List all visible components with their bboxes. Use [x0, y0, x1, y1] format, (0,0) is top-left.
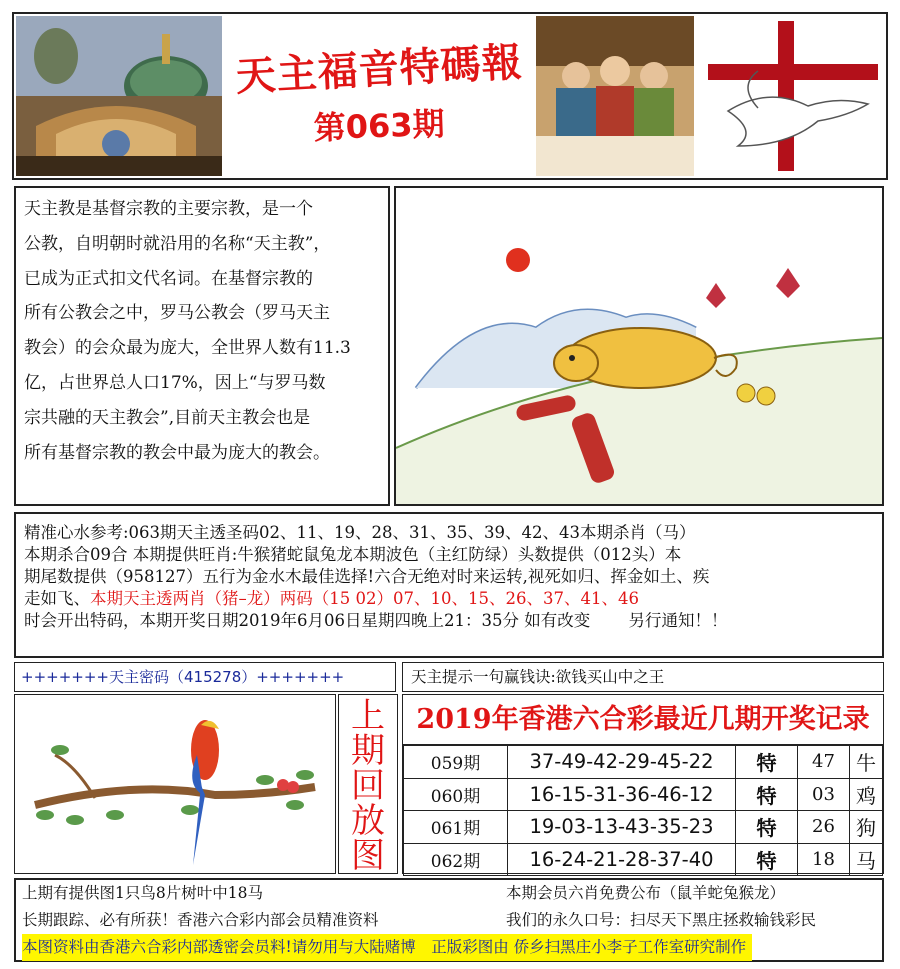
- page-title: 天主福音特碼報: [234, 39, 524, 101]
- period-cell: 060期: [404, 778, 508, 811]
- period-cell: 059期: [404, 746, 508, 779]
- footer-line: [16, 907, 882, 934]
- te-cell: 特: [736, 843, 798, 876]
- numbers-cell: 19-03-13-43-35-23: [508, 811, 736, 844]
- rat-scene-image: [394, 186, 884, 506]
- review-char: 回: [351, 766, 385, 806]
- lottery-results-table: [402, 694, 884, 874]
- special-cell: 47: [798, 746, 850, 779]
- disclaimer-banner: 本图资料由香港六合彩内部透密会员料!请勿用与大陆赌博 正版彩图由 侨乡扫黑庄小李子工作室研究制作: [22, 934, 752, 961]
- period-cell: 061期: [404, 811, 508, 844]
- table-row: [404, 778, 883, 811]
- table-row: [404, 843, 883, 876]
- secret-code: +++++++天主密码（415278）+++++++: [14, 662, 396, 692]
- intro-panel: [14, 186, 390, 506]
- notes-line-part: 走如飞、: [24, 589, 90, 608]
- special-cell: 18: [798, 843, 850, 876]
- footer-left-text: 上期有提供图1只鸟8片树叶中18马: [22, 884, 263, 902]
- footer: [14, 878, 884, 962]
- te-cell: 特: [736, 746, 798, 779]
- results-section: [14, 662, 884, 874]
- intro-line: 公教，自明朝时就沿用的名称“天主教”，: [24, 233, 331, 254]
- intro-line: 亿，占世界总人口17%，因上“与罗马数: [24, 372, 326, 393]
- intro-line: 教会）的会众最为庞大，全世界人数有11.3: [24, 338, 351, 359]
- footer-left-text: 长期跟踪、必有所获！香港六合彩内部会员精准资料: [22, 911, 379, 929]
- notes-line: [16, 588, 882, 610]
- parrot-image: [14, 694, 336, 874]
- notes-line: 时会开出特码，本期开奖日期2019年6月06日星期四晚上21：35分 如有改变 另行通知！！: [24, 611, 728, 630]
- special-cell: 03: [798, 778, 850, 811]
- intro-line: 所有公教会之中，罗马公教会（罗马天主: [24, 303, 330, 324]
- intro-line: 宗共融的天主教会”,目前天主教会也是: [24, 407, 311, 428]
- period-cell: 062期: [404, 843, 508, 876]
- te-cell: 特: [736, 811, 798, 844]
- intro-line: 天主教是基督宗教的主要宗教，是一个: [24, 199, 313, 219]
- notes-line: 本期杀合09合 本期提供旺肖:牛猴猪蛇鼠兔龙本期波色（主红防绿）头数提供（012头）本: [24, 545, 682, 564]
- numbers-cell: 37-49-42-29-45-22: [508, 746, 736, 779]
- header-banner: [12, 12, 888, 180]
- intro-line: 所有基督宗教的教会中最为庞大的教会。: [24, 442, 330, 463]
- review-char: 期: [351, 731, 385, 771]
- footer-line: [16, 880, 882, 907]
- te-cell: 特: [736, 778, 798, 811]
- review-char: 上: [351, 696, 385, 736]
- results-title: 2019年香港六合彩最近几期开奖记录: [403, 695, 883, 745]
- sun-icon: [506, 248, 530, 272]
- featured-zodiac-text: 本期天主透两肖（猪–龙）两码（15 02）07、10、15、26、37、41、46: [90, 589, 639, 608]
- table-row: [404, 811, 883, 844]
- zodiac-cell: 狗: [850, 811, 883, 844]
- special-cell: 26: [798, 811, 850, 844]
- review-char: 放: [351, 801, 385, 841]
- cross-dove-icon: [698, 16, 886, 176]
- zodiac-cell: 马: [850, 843, 883, 876]
- notes-panel: [14, 512, 884, 658]
- footer-line: [16, 934, 882, 961]
- numbers-cell: 16-15-31-36-46-12: [508, 778, 736, 811]
- review-char: 图: [351, 836, 385, 876]
- last-issue-review-label: [338, 694, 398, 874]
- footer-right-text: 本期会员六肖免费公布（鼠羊蛇兔猴龙）: [506, 884, 786, 902]
- issue-number: 第063期: [313, 104, 446, 148]
- numbers-cell: 16-24-21-28-37-40: [508, 843, 736, 876]
- zodiac-cell: 牛: [850, 746, 883, 779]
- tip-text: 天主提示一句赢钱诀:欲钱买山中之王: [402, 662, 884, 692]
- intro-line: 已成为正式扣文代名词。在基督宗教的: [24, 268, 313, 289]
- intro-text: [16, 188, 388, 470]
- notes-line: 精准心水参考:063期天主透圣码02、11、19、28、31、35、39、42、43本期杀肖（马）: [24, 523, 696, 542]
- last-supper-painting: [536, 16, 694, 176]
- notes-line: 期尾数提供（958127）五行为金水木最佳选择!六合无绝对时来运转,视死如归、挥金如土、疾: [24, 567, 710, 586]
- title-block: [226, 16, 532, 176]
- results-grid: [403, 745, 883, 876]
- church-dome-image: [16, 16, 222, 176]
- table-row: [404, 746, 883, 779]
- footer-right-text: 我们的永久口号：扫尽天下黑庄拯救输钱彩民: [506, 911, 817, 929]
- zodiac-cell: 鸡: [850, 778, 883, 811]
